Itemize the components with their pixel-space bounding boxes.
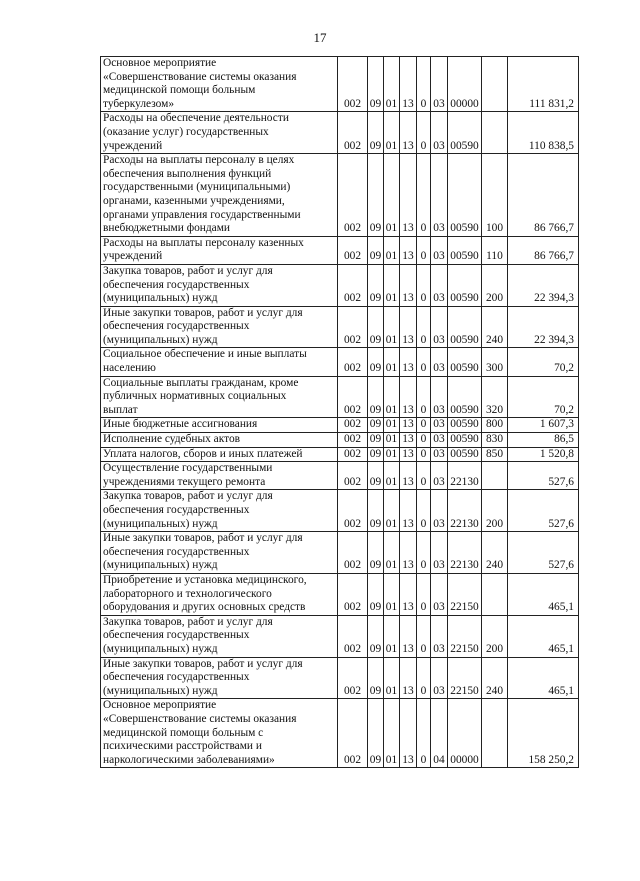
ministry-code: 002 [338, 462, 368, 490]
event-code: 03 [431, 490, 448, 532]
expense-type-code: 110 [482, 236, 508, 264]
subprogram-code: 0 [417, 657, 431, 699]
ministry-code: 002 [338, 532, 368, 574]
subprogram-code: 0 [417, 264, 431, 306]
section-code: 09 [368, 532, 384, 574]
expense-type-code: 200 [482, 615, 508, 657]
subsection-code: 01 [384, 376, 400, 418]
subsection-code: 01 [384, 699, 400, 768]
section-code: 09 [368, 699, 384, 768]
program-code: 13 [400, 57, 417, 112]
section-code: 09 [368, 348, 384, 376]
ministry-code: 002 [338, 699, 368, 768]
subsection-code: 01 [384, 348, 400, 376]
expense-type-code: 320 [482, 376, 508, 418]
ministry-code: 002 [338, 306, 368, 348]
event-code: 03 [431, 264, 448, 306]
event-code: 03 [431, 306, 448, 348]
table-row [101, 573, 579, 615]
section-code: 09 [368, 306, 384, 348]
section-code: 09 [368, 490, 384, 532]
direction-code: 00590 [448, 236, 482, 264]
row-amount: 1 520,8 [508, 447, 579, 462]
row-amount: 158 250,2 [508, 699, 579, 768]
ministry-code: 002 [338, 57, 368, 112]
direction-code: 00590 [448, 154, 482, 237]
table-row [101, 306, 579, 348]
row-amount: 527,6 [508, 532, 579, 574]
table-row [101, 264, 579, 306]
subprogram-code: 0 [417, 615, 431, 657]
subsection-code: 01 [384, 490, 400, 532]
subprogram-code: 0 [417, 462, 431, 490]
ministry-code: 002 [338, 418, 368, 433]
ministry-code: 002 [338, 573, 368, 615]
subprogram-code: 0 [417, 418, 431, 433]
direction-code: 22150 [448, 573, 482, 615]
table-row [101, 433, 579, 448]
budget-table [100, 56, 579, 768]
subprogram-code: 0 [417, 376, 431, 418]
subprogram-code: 0 [417, 532, 431, 574]
event-code: 03 [431, 376, 448, 418]
row-amount: 111 831,2 [508, 57, 579, 112]
row-description: Осуществление государственными учреждениями текущего ремонта [101, 462, 338, 490]
ministry-code: 002 [338, 657, 368, 699]
program-code: 13 [400, 532, 417, 574]
subprogram-code: 0 [417, 57, 431, 112]
row-amount: 22 394,3 [508, 264, 579, 306]
table-row [101, 447, 579, 462]
subsection-code: 01 [384, 154, 400, 237]
table-row [101, 154, 579, 237]
row-amount: 465,1 [508, 573, 579, 615]
row-amount: 527,6 [508, 490, 579, 532]
subprogram-code: 0 [417, 447, 431, 462]
table-row [101, 615, 579, 657]
program-code: 13 [400, 462, 417, 490]
section-code: 09 [368, 154, 384, 237]
expense-type-code: 300 [482, 348, 508, 376]
row-amount: 1 607,3 [508, 418, 579, 433]
row-description: Основное мероприятие «Совершенствование системы оказания медицинской помощи больным с психическими расстройствами и наркологическими заболеваниями» [101, 699, 338, 768]
event-code: 03 [431, 447, 448, 462]
direction-code: 00590 [448, 112, 482, 154]
expense-type-code: 830 [482, 433, 508, 448]
program-code: 13 [400, 490, 417, 532]
event-code: 03 [431, 433, 448, 448]
table-row [101, 490, 579, 532]
event-code: 03 [431, 657, 448, 699]
direction-code: 00590 [448, 264, 482, 306]
subprogram-code: 0 [417, 348, 431, 376]
subsection-code: 01 [384, 306, 400, 348]
direction-code: 22130 [448, 532, 482, 574]
row-amount: 86,5 [508, 433, 579, 448]
program-code: 13 [400, 447, 417, 462]
row-description: Иные закупки товаров, работ и услуг для обеспечения государственных (муниципальных) нужд [101, 532, 338, 574]
program-code: 13 [400, 615, 417, 657]
table-row [101, 657, 579, 699]
section-code: 09 [368, 236, 384, 264]
section-code: 09 [368, 447, 384, 462]
program-code: 13 [400, 348, 417, 376]
section-code: 09 [368, 433, 384, 448]
expense-type-code [482, 57, 508, 112]
table-row [101, 462, 579, 490]
direction-code: 00000 [448, 57, 482, 112]
row-description: Закупка товаров, работ и услуг для обеспечения государственных (муниципальных) нужд [101, 490, 338, 532]
section-code: 09 [368, 57, 384, 112]
event-code: 03 [431, 573, 448, 615]
subsection-code: 01 [384, 57, 400, 112]
row-amount: 70,2 [508, 376, 579, 418]
subprogram-code: 0 [417, 154, 431, 237]
section-code: 09 [368, 376, 384, 418]
direction-code: 22130 [448, 490, 482, 532]
row-description: Расходы на обеспечение деятельности (оказание услуг) государственных учреждений [101, 112, 338, 154]
subprogram-code: 0 [417, 490, 431, 532]
section-code: 09 [368, 573, 384, 615]
row-amount: 465,1 [508, 657, 579, 699]
subsection-code: 01 [384, 264, 400, 306]
section-code: 09 [368, 418, 384, 433]
subprogram-code: 0 [417, 236, 431, 264]
row-description: Приобретение и установка медицинского, лабораторного и технологического оборудования и других основных средств [101, 573, 338, 615]
event-code: 03 [431, 418, 448, 433]
subprogram-code: 0 [417, 699, 431, 768]
table-row [101, 112, 579, 154]
ministry-code: 002 [338, 615, 368, 657]
program-code: 13 [400, 573, 417, 615]
direction-code: 00590 [448, 306, 482, 348]
expense-type-code [482, 112, 508, 154]
section-code: 09 [368, 657, 384, 699]
row-amount: 110 838,5 [508, 112, 579, 154]
direction-code: 22150 [448, 615, 482, 657]
row-description: Расходы на выплаты персоналу в целях обеспечения выполнения функций государственными (муниципальными) органами, казенными учреждениями, органами управления государственными внебюджетными фондами [101, 154, 338, 237]
event-code: 03 [431, 236, 448, 264]
row-description: Иные бюджетные ассигнования [101, 418, 338, 433]
ministry-code: 002 [338, 447, 368, 462]
ministry-code: 002 [338, 236, 368, 264]
ministry-code: 002 [338, 348, 368, 376]
expense-type-code: 850 [482, 447, 508, 462]
subprogram-code: 0 [417, 433, 431, 448]
event-code: 03 [431, 112, 448, 154]
row-amount: 527,6 [508, 462, 579, 490]
event-code: 03 [431, 462, 448, 490]
table-row [101, 418, 579, 433]
ministry-code: 002 [338, 154, 368, 237]
program-code: 13 [400, 433, 417, 448]
row-amount: 70,2 [508, 348, 579, 376]
table-row [101, 348, 579, 376]
subsection-code: 01 [384, 447, 400, 462]
subsection-code: 01 [384, 236, 400, 264]
table-row [101, 236, 579, 264]
direction-code: 22150 [448, 657, 482, 699]
subsection-code: 01 [384, 573, 400, 615]
program-code: 13 [400, 264, 417, 306]
direction-code: 00590 [448, 418, 482, 433]
section-code: 09 [368, 112, 384, 154]
expense-type-code: 200 [482, 490, 508, 532]
program-code: 13 [400, 236, 417, 264]
table-row [101, 376, 579, 418]
direction-code: 00590 [448, 433, 482, 448]
direction-code: 00590 [448, 376, 482, 418]
subsection-code: 01 [384, 615, 400, 657]
expense-type-code [482, 699, 508, 768]
page-number: 17 [313, 30, 327, 45]
expense-type-code: 800 [482, 418, 508, 433]
program-code: 13 [400, 306, 417, 348]
program-code: 13 [400, 112, 417, 154]
section-code: 09 [368, 462, 384, 490]
ministry-code: 002 [338, 433, 368, 448]
row-description: Уплата налогов, сборов и иных платежей [101, 447, 338, 462]
expense-type-code [482, 573, 508, 615]
event-code: 03 [431, 57, 448, 112]
event-code: 03 [431, 615, 448, 657]
section-code: 09 [368, 264, 384, 306]
direction-code: 00590 [448, 447, 482, 462]
ministry-code: 002 [338, 490, 368, 532]
event-code: 03 [431, 532, 448, 574]
row-description: Иные закупки товаров, работ и услуг для обеспечения государственных (муниципальных) нужд [101, 306, 338, 348]
subsection-code: 01 [384, 418, 400, 433]
program-code: 13 [400, 154, 417, 237]
table-row [101, 57, 579, 112]
subsection-code: 01 [384, 532, 400, 574]
program-code: 13 [400, 699, 417, 768]
subprogram-code: 0 [417, 573, 431, 615]
subprogram-code: 0 [417, 112, 431, 154]
row-description: Основное мероприятие «Совершенствование системы оказания медицинской помощи больным туберкулезом» [101, 57, 338, 112]
row-amount: 86 766,7 [508, 154, 579, 237]
expense-type-code [482, 462, 508, 490]
program-code: 13 [400, 418, 417, 433]
expense-type-code: 240 [482, 532, 508, 574]
event-code: 03 [431, 154, 448, 237]
subsection-code: 01 [384, 433, 400, 448]
row-description: Закупка товаров, работ и услуг для обеспечения государственных (муниципальных) нужд [101, 615, 338, 657]
direction-code: 22130 [448, 462, 482, 490]
row-description: Расходы на выплаты персоналу казенных учреждений [101, 236, 338, 264]
row-description: Социальное обеспечение и иные выплаты населению [101, 348, 338, 376]
expense-type-code: 200 [482, 264, 508, 306]
subsection-code: 01 [384, 112, 400, 154]
subsection-code: 01 [384, 657, 400, 699]
program-code: 13 [400, 657, 417, 699]
row-description: Закупка товаров, работ и услуг для обеспечения государственных (муниципальных) нужд [101, 264, 338, 306]
ministry-code: 002 [338, 264, 368, 306]
ministry-code: 002 [338, 112, 368, 154]
section-code: 09 [368, 615, 384, 657]
event-code: 03 [431, 348, 448, 376]
table-row [101, 532, 579, 574]
row-description: Исполнение судебных актов [101, 433, 338, 448]
direction-code: 00590 [448, 348, 482, 376]
budget-table-body [101, 57, 579, 768]
expense-type-code: 100 [482, 154, 508, 237]
expense-type-code: 240 [482, 306, 508, 348]
direction-code: 00000 [448, 699, 482, 768]
expense-type-code: 240 [482, 657, 508, 699]
event-code: 04 [431, 699, 448, 768]
subsection-code: 01 [384, 462, 400, 490]
subprogram-code: 0 [417, 306, 431, 348]
row-description: Иные закупки товаров, работ и услуг для обеспечения государственных (муниципальных) нужд [101, 657, 338, 699]
row-description: Социальные выплаты гражданам, кроме публичных нормативных социальных выплат [101, 376, 338, 418]
ministry-code: 002 [338, 376, 368, 418]
table-row [101, 699, 579, 768]
program-code: 13 [400, 376, 417, 418]
row-amount: 465,1 [508, 615, 579, 657]
row-amount: 22 394,3 [508, 306, 579, 348]
row-amount: 86 766,7 [508, 236, 579, 264]
